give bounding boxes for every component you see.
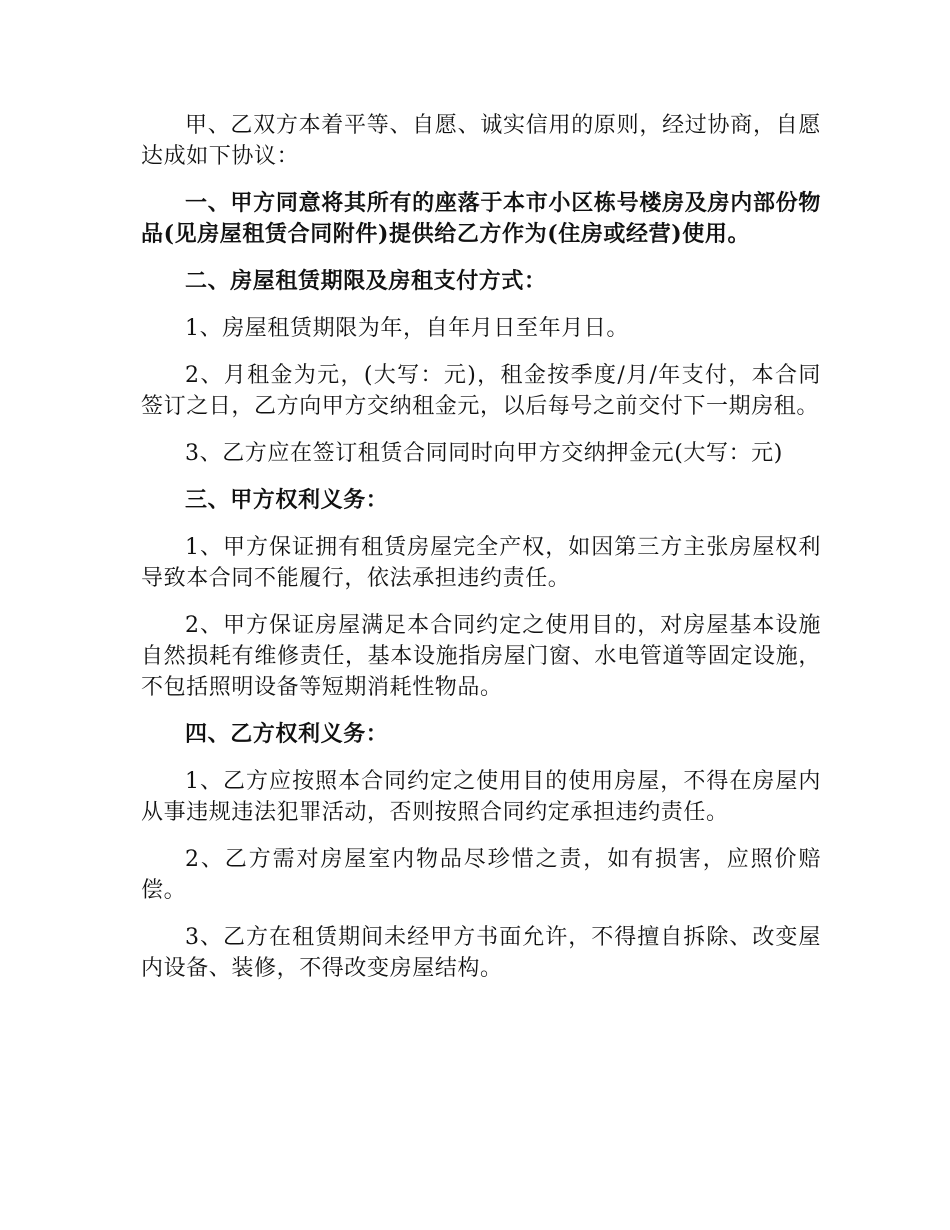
clause-4-2: 2、乙方需对房屋室内物品尽珍惜之责，如有损害，应照价赔偿。: [141, 847, 821, 903]
section-heading-2: 二、房屋租赁期限及房租支付方式：: [185, 268, 547, 294]
clause-3-2: 2、甲方保证房屋满足本合同约定之使用目的，对房屋基本设施自然损耗有维修责任，基本设施指房屋门窗、水电管道等固定设施，不包括照明设备等短期消耗性物品。: [141, 613, 821, 700]
document-body: [141, 110, 821, 1000]
clause-2-1: 1、房屋租赁期限为年，自年月日至年月日。: [185, 316, 629, 341]
clause-2-3: 3、乙方应在签订租赁合同同时向甲方交纳押金元(大写：元): [185, 441, 783, 466]
clause-3-1: 1、甲方保证拥有租赁房屋完全产权，如因第三方主张房屋权利导致本合同不能履行，依法承担违约责任。: [141, 535, 821, 591]
section-heading-4: 四、乙方权利义务：: [185, 721, 389, 747]
section-heading-3: 三、甲方权利义务：: [185, 487, 389, 513]
clause-4-3: 3、乙方在租赁期间未经甲方书面允许，不得擅自拆除、改变屋内设备、装修，不得改变房屋结构。: [141, 925, 821, 981]
clause-2-2: 2、月租金为元，(大写：元)，租金按季度/月/年支付，本合同签订之日，乙方向甲方交纳租金元，以后每号之前交付下一期房租。: [141, 363, 821, 419]
paragraph-intro: 甲、乙双方本着平等、自愿、诚实信用的原则，经过协商，自愿达成如下协议：: [141, 113, 821, 169]
clause-4-1: 1、乙方应按照本合同约定之使用目的使用房屋，不得在房屋内从事违规违法犯罪活动，否则按照合同约定承担违约责任。: [141, 769, 821, 825]
section-heading-1: 一、甲方同意将其所有的座落于本市小区栋号楼房及房内部份物品(见房屋租赁合同附件)提供给乙方作为(住房或经营)使用。: [141, 190, 821, 247]
